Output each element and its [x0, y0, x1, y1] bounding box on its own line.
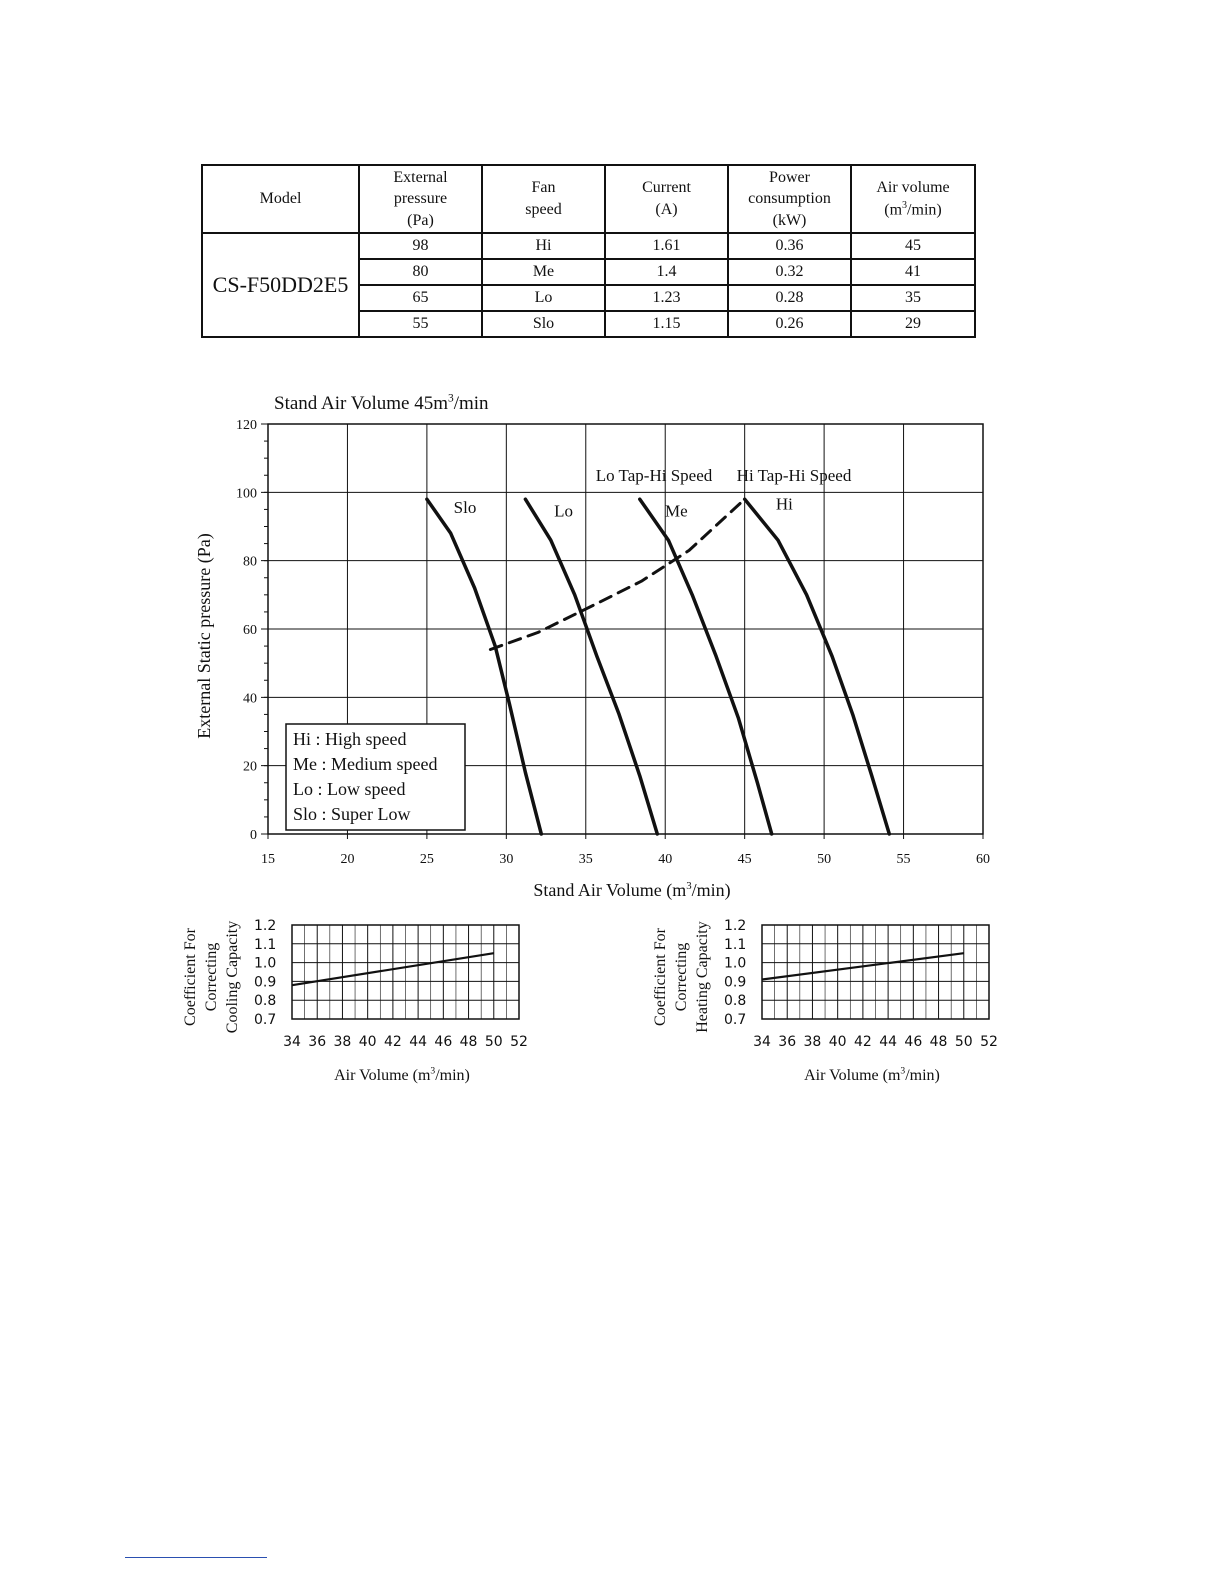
pressure-cell: 55	[359, 311, 482, 337]
header-fan-speed: Fan speed	[482, 165, 605, 233]
legend-entry: Me : Medium speed	[293, 754, 438, 774]
cooling-y-axis-label: Correcting	[203, 942, 220, 1012]
cooling-y-tick-label: 1.0	[254, 955, 277, 972]
x-axis-label: Stand Air Volume $(m^3/\min)$	[533, 879, 731, 900]
heating-y-axis-label: Coefficient For	[652, 928, 669, 1026]
y-tick-label: 120	[236, 418, 257, 433]
heating-y-tick-label: 0.9	[724, 974, 747, 991]
header-external-pressure: External pressure (Pa)	[359, 165, 482, 233]
heating-x-tick-label: 34	[753, 1034, 771, 1050]
cooling-y-tick-label: 1.2	[254, 918, 277, 934]
pressure-cell: 80	[359, 259, 482, 285]
air-volume-cell: 35	[851, 285, 975, 311]
fan-curve-lo	[525, 499, 657, 834]
header-air-volume: Air volume $(m^3/\min)$	[851, 165, 975, 233]
heating-x-tick-label: 52	[980, 1034, 998, 1050]
current-cell: 1.15	[605, 311, 728, 337]
heating-x-tick-label: 36	[778, 1034, 797, 1050]
cooling-x-tick-label: 50	[484, 1034, 503, 1050]
speed-cell: Slo	[482, 311, 605, 337]
header-model: Model	[202, 165, 359, 233]
x-tick-label: 45	[737, 852, 752, 867]
x-tick-label: 40	[658, 852, 673, 867]
legend-entry: Slo : Super Low	[293, 804, 411, 824]
current-cell: 1.61	[605, 233, 728, 259]
heating-x-tick-label: 40	[828, 1034, 847, 1050]
pressure-cell: 98	[359, 233, 482, 259]
cooling-y-axis-label: Coefficient For	[182, 928, 199, 1026]
model-cell: CS-F50DD2E5	[202, 233, 359, 337]
current-cell: 1.23	[605, 285, 728, 311]
annotation-lo-tap: Lo Tap-Hi Speed	[595, 466, 713, 485]
heating-y-tick-label: 1.2	[724, 918, 747, 934]
heating-y-tick-label: 1.1	[724, 936, 747, 953]
legend-entry: Hi : High speed	[293, 729, 407, 749]
pressure-cell: 65	[359, 285, 482, 311]
x-tick-label: 15	[261, 852, 275, 867]
cooling-x-tick-label: 34	[283, 1034, 301, 1050]
air-volume-cell: 45	[851, 233, 975, 259]
curve-label-lo: Lo	[554, 501, 573, 521]
x-tick-label: 20	[340, 852, 355, 867]
cooling-x-tick-label: 52	[510, 1034, 528, 1050]
cooling-x-tick-label: 44	[409, 1034, 428, 1050]
footnote-rule	[125, 1557, 267, 1558]
y-tick-label: 40	[243, 691, 257, 707]
x-tick-label: 50	[817, 852, 832, 867]
y-axis-label: External Static pressure (Pa)	[194, 533, 214, 739]
x-tick-label: 55	[896, 852, 911, 867]
cooling-y-tick-label: 1.1	[254, 936, 277, 953]
cooling-x-tick-label: 48	[459, 1034, 478, 1050]
chart-title: Stand Air Volume $45m^3/\min$	[274, 392, 489, 414]
y-tick-label: 20	[243, 759, 257, 775]
fan-curve-hi	[745, 499, 890, 834]
curve-label-me: Me	[665, 501, 688, 521]
heating-x-tick-label: 50	[954, 1034, 973, 1050]
heating-x-tick-label: 38	[803, 1034, 822, 1050]
x-tick-label: 60	[976, 852, 990, 867]
speed-cell: Hi	[482, 233, 605, 259]
x-tick-label: 35	[578, 852, 593, 867]
current-cell: 1.4	[605, 259, 728, 285]
x-tick-label: 25	[419, 852, 434, 867]
heating-y-axis-label: Heating Capacity	[694, 921, 711, 1033]
cooling-x-tick-label: 40	[358, 1034, 377, 1050]
heating-x-axis-label: Air Volume $(m^3/\min)$	[804, 1065, 940, 1084]
heating-y-tick-label: 1.0	[724, 955, 747, 972]
heating-x-tick-label: 46	[904, 1034, 923, 1050]
y-tick-label: 100	[236, 486, 257, 502]
legend-entry: Lo : Low speed	[293, 779, 406, 799]
x-tick-label: 30	[499, 852, 514, 867]
header-current: Current (A)	[605, 165, 728, 233]
air-volume-cell: 29	[851, 311, 975, 337]
power-cell: 0.28	[728, 285, 851, 311]
speed-cell: Lo	[482, 285, 605, 311]
cooling-x-tick-label: 42	[383, 1034, 402, 1050]
cooling-y-axis-label: Cooling Capacity	[224, 920, 241, 1034]
power-cell: 0.26	[728, 311, 851, 337]
cooling-x-tick-label: 46	[434, 1034, 453, 1050]
y-tick-label: 80	[243, 554, 257, 570]
speed-cell: Me	[482, 259, 605, 285]
cooling-x-axis-label: Air Volume $(m^3/\min)$	[334, 1065, 470, 1084]
annotation-hi-tap: Hi Tap-Hi Speed	[736, 466, 852, 485]
y-tick-label: 0	[250, 828, 257, 843]
heating-y-tick-label: 0.8	[724, 993, 747, 1010]
power-cell: 0.32	[728, 259, 851, 285]
cooling-y-tick-label: 0.8	[254, 993, 277, 1010]
y-tick-label: 60	[243, 623, 257, 638]
header-power: Power consumption (kW)	[728, 165, 851, 233]
cooling-y-tick-label: 0.9	[254, 974, 277, 991]
heating-x-tick-label: 42	[853, 1034, 872, 1050]
heating-y-axis-label: Correcting	[673, 942, 690, 1012]
heating-y-tick-label: 0.7	[724, 1012, 747, 1028]
cooling-x-tick-label: 36	[308, 1034, 327, 1050]
cooling-y-tick-label: 0.7	[254, 1012, 277, 1028]
heating-x-tick-label: 44	[879, 1034, 898, 1050]
curve-label-slo: Slo	[453, 497, 477, 517]
heating-x-tick-label: 48	[929, 1034, 948, 1050]
air-volume-cell: 41	[851, 259, 975, 285]
power-cell: 0.36	[728, 233, 851, 259]
fan-curve-me	[640, 499, 772, 834]
curve-label-hi: Hi	[775, 494, 793, 514]
cooling-x-tick-label: 38	[333, 1034, 352, 1050]
